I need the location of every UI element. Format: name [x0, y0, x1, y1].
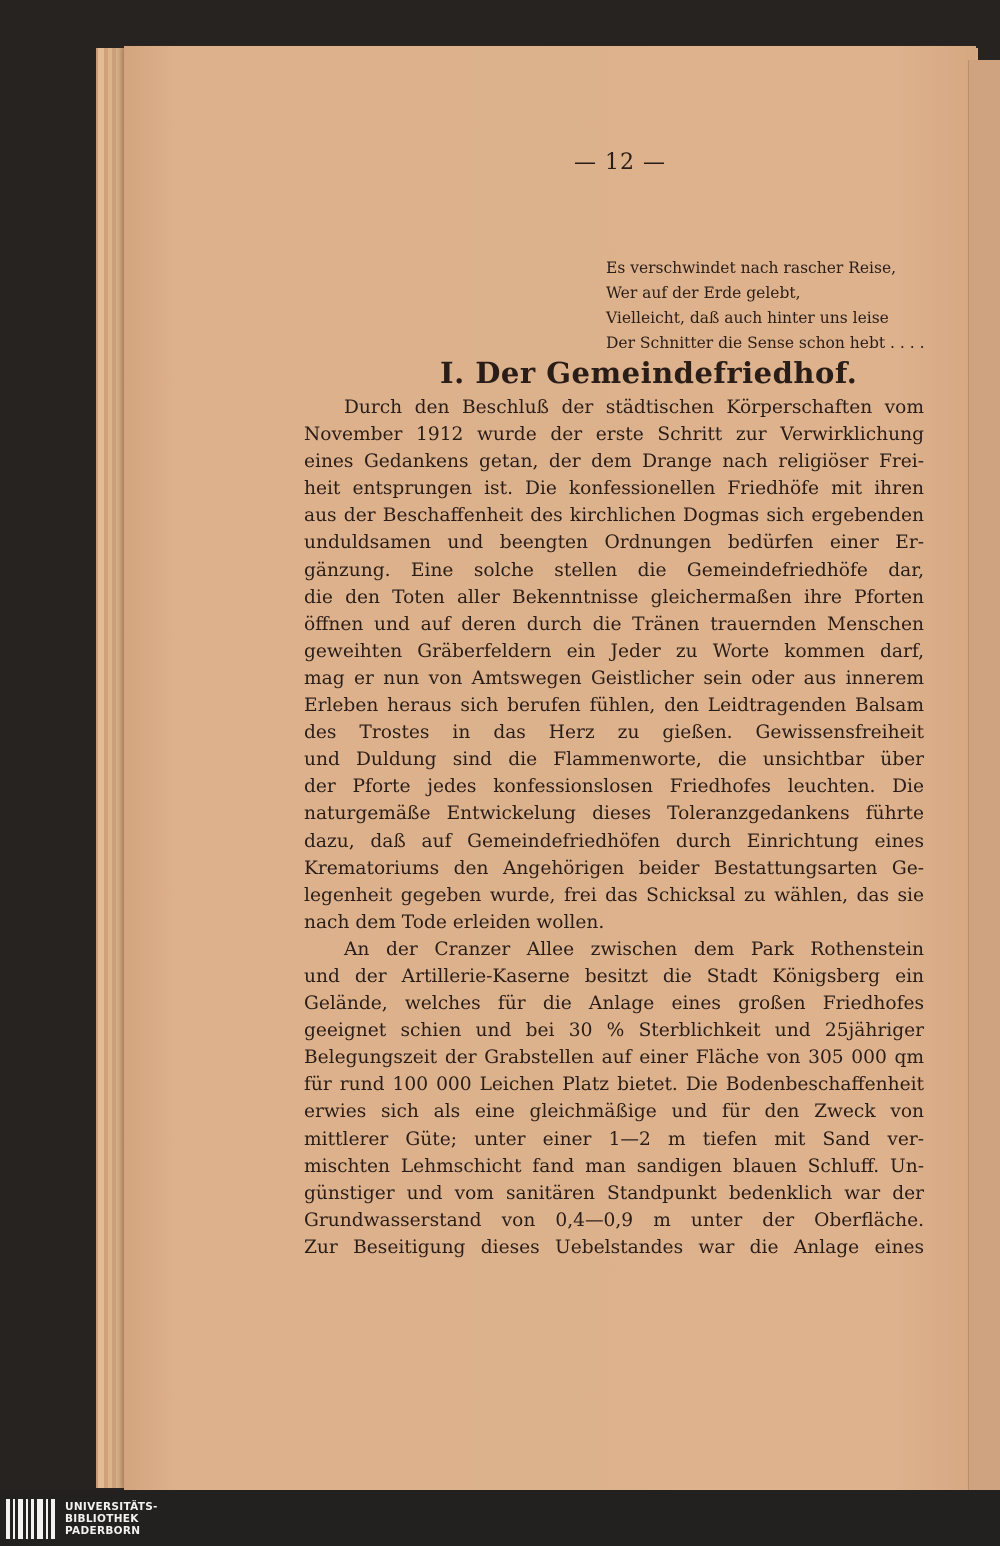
paragraph-line: mag er nun von Amtswegen Geistlicher sein oder aus innerem — [304, 667, 924, 689]
paragraph-line: günstiger und vom sanitären Standpunkt bedenklich war der — [304, 1182, 924, 1204]
paragraph-line: heit entsprungen ist. Die konfessionellen Friedhöfe mit ihren — [304, 478, 924, 500]
paragraph-line: November 1912 wurde der erste Schritt zur Verwirklichung — [304, 424, 924, 446]
paragraph-line: mischten Lehmschicht fand man sandigen blauen Schluff. Un- — [304, 1155, 924, 1177]
verse-line: Der Schnitter die Sense schon hebt . . . . — [606, 334, 925, 352]
library-logo-text — [65, 1501, 158, 1537]
paragraph-line: mittlerer Güte; unter einer 1—2 m tiefen mit Sand ver- — [304, 1128, 924, 1150]
paragraph-line: Erleben heraus sich berufen fühlen, den Leidtragenden Balsam — [304, 695, 924, 717]
verse-line: Vielleicht, daß auch hinter uns leise — [606, 309, 889, 327]
paragraph-line: Belegungszeit der Grabstellen auf einer Fläche von 305 000 qm — [304, 1047, 924, 1069]
paragraph-line: eines Gedankens getan, der dem Drange nach religiöser Frei- — [304, 451, 924, 473]
paragraph-line: für rund 100 000 Leichen Platz bietet. Die Bodenbeschaffenheit — [304, 1074, 924, 1096]
chapter-heading: I. Der Gemeindefriedhof. — [440, 356, 858, 390]
paragraph-line: Gelände, welches für die Anlage eines großen Friedhofes — [304, 993, 924, 1015]
paragraph-line: der Pforte jedes konfessionslosen Friedhofes leuchten. Die — [304, 776, 924, 798]
paragraph-line: unduldsamen und beengten Ordnungen bedürfen einer Er- — [304, 532, 924, 554]
paragraph-line: gänzung. Eine solche stellen die Gemeindefriedhöfe dar, — [304, 559, 924, 581]
paragraph-line: geweihten Gräberfeldern ein Jeder zu Worte kommen darf, — [304, 640, 924, 662]
verse-line: Es verschwindet nach rascher Reise, — [606, 259, 897, 277]
paragraph-line: die den Toten aller Bekenntnisse gleichermaßen ihre Pforten — [304, 586, 924, 608]
library-logo — [0, 1492, 300, 1546]
body-text — [304, 394, 924, 1261]
epigraph-verse — [606, 256, 936, 356]
paragraph-line: legenheit gegeben wurde, frei das Schicksal zu wählen, das sie — [304, 884, 924, 906]
paragraph-line: dazu, daß auf Gemeindefriedhöfen durch Einrichtung eines — [304, 830, 924, 852]
facing-page-edge — [968, 60, 1000, 1490]
paragraph-line: Durch den Beschluß der städtischen Körperschaften vom — [344, 397, 924, 418]
paragraph-line: nach dem Tode erleiden wollen. — [304, 911, 605, 933]
library-logo-icon — [6, 1499, 55, 1539]
paragraph-line: erwies sich als eine gleichmäßige und für den Zweck von — [304, 1101, 924, 1123]
logo-line: BIBLIOTHEK — [65, 1513, 139, 1525]
paragraph-line: naturgemäße Entwickelung dieses Toleranzgedankens führte — [304, 803, 924, 825]
paragraph-line: Krematoriums den Angehörigen beider Bestattungsarten Ge- — [304, 857, 924, 879]
paragraph-line: und der Artillerie-Kaserne besitzt die Stadt Königsberg ein — [304, 965, 924, 987]
paragraph-line: geeignet schien und bei 30 % Sterblichkeit und 25jähriger — [304, 1020, 924, 1042]
verse-line: Wer auf der Erde gelebt, — [606, 284, 801, 302]
paragraph-line: des Trostes in das Herz zu gießen. Gewissensfreiheit — [304, 722, 924, 744]
paragraph-line: Grundwasserstand von 0,4—0,9 m unter der Oberfläche. — [304, 1209, 924, 1231]
paragraph-line: und Duldung sind die Flammenworte, die unsichtbar über — [304, 749, 924, 771]
logo-line: PADERBORN — [65, 1525, 141, 1537]
paragraph-line: öffnen und auf deren durch die Tränen trauernden Menschen — [304, 613, 924, 635]
paragraph-line: An der Cranzer Allee zwischen dem Park Rothenstein — [344, 938, 924, 960]
paragraph-line: aus der Beschaffenheit des kirchlichen Dogmas sich ergebenden — [304, 505, 924, 527]
paragraph-line: Zur Beseitigung dieses Uebelstandes war die Anlage eines — [304, 1236, 924, 1258]
page-number: — 12 — — [574, 150, 666, 175]
logo-line: UNIVERSITÄTS- — [65, 1501, 158, 1513]
